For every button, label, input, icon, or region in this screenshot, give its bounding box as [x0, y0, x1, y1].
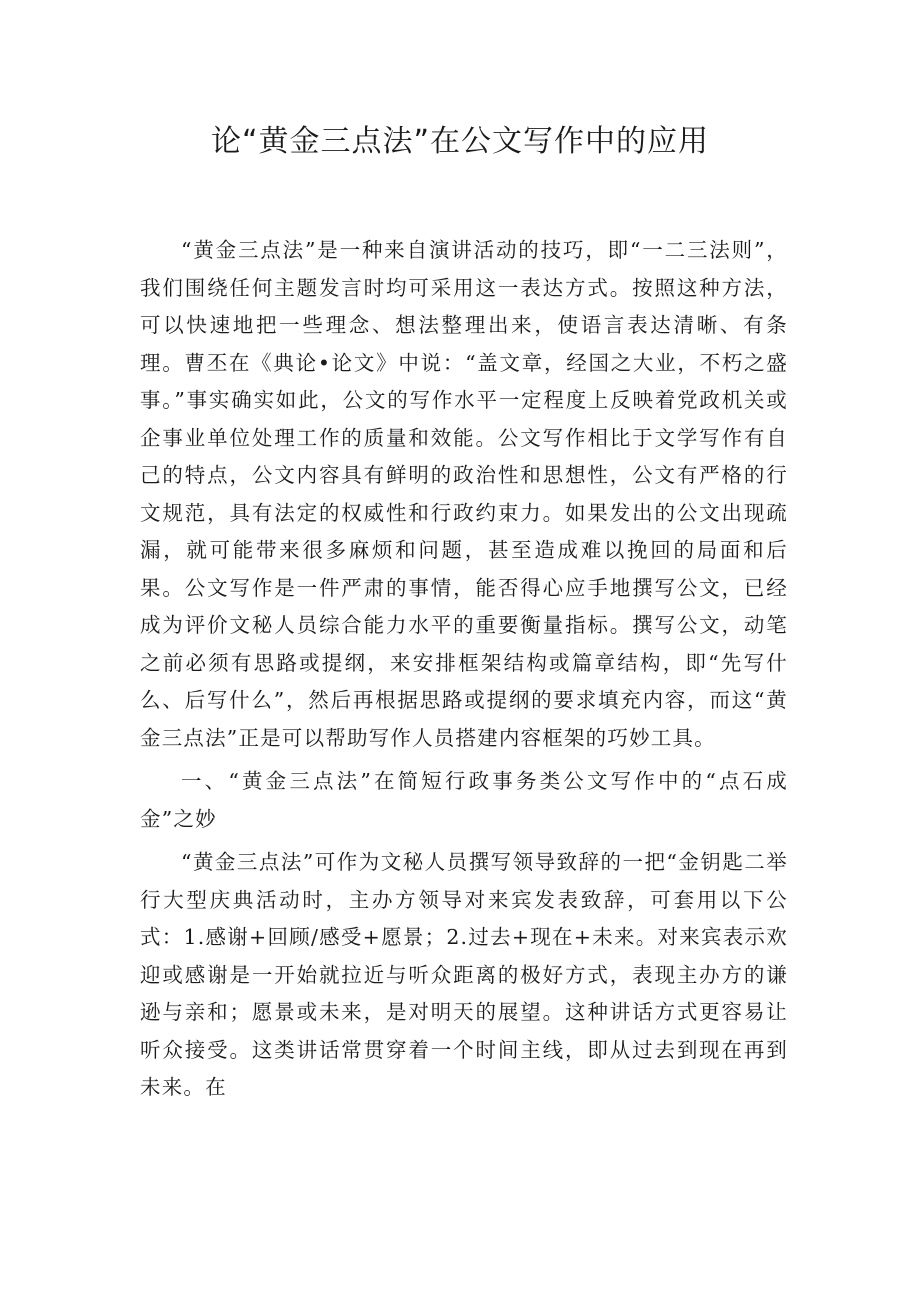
document-body: [140, 232, 788, 1107]
section-one-heading: 一、“黄金三点法”在简短行政事务类公文写作中的“点石成金”之妙: [140, 769, 788, 831]
document-title: 论“黄金三点法”在公文写作中的应用: [210, 124, 710, 159]
intro-paragraph: “黄金三点法”是一种来自演讲活动的技巧，即“一二三法则”，我们围绕任何主题发言时均可采用这一表达方式。按照这种方法，可以快速地把一些理念、想法整理出来，使语言表达清晰、有条理。曹丕在《典论•论文》中说：“盖文章，经国之大业，不朽之盛事。”事实确实如此，公文的写作水平一定程度上反映着党政机关或企事业单位处理工作的质量和效能。公文写作相比于文学写作有自己的特点，公文内容具有鲜明的政治性和思想性，公文有严格的行文规范，具有法定的权威性和行政约束力。如果发出的公文出现疏漏，就可能带来很多麻烦和问题，甚至造成难以挽回的局面和后果。公文写作是一件严肃的事情，能否得心应手地撰写公文，已经成为评价文秘人员综合能力水平的重要衡量指标。撰写公文，动笔之前必须有思路或提纲，来安排框架结构或篇章结构，即“先写什么、后写什么”，然后再根据思路或提纲的要求填充内容，而这“黄金三点法”正是可以帮助写作人员搭建内容框架的巧妙工具。: [140, 238, 788, 750]
section-one-paragraph: “黄金三点法”可作为文秘人员撰写领导致辞的一把“金钥匙二举行大型庆典活动时，主办方领导对来宾发表致辞，可套用以下公式：1.感谢+回顾/感受+愿景；2.过去+现在+未来。对来宾表示欢迎或感谢是一开始就拉近与听众距离的极好方式，表现主办方的谦逊与亲和；愿景或未来，是对明天的展望。这种讲话方式更容易让听众接受。这类讲话常贯穿着一个时间主线，即从过去到现在再到未来。在: [140, 850, 788, 1099]
